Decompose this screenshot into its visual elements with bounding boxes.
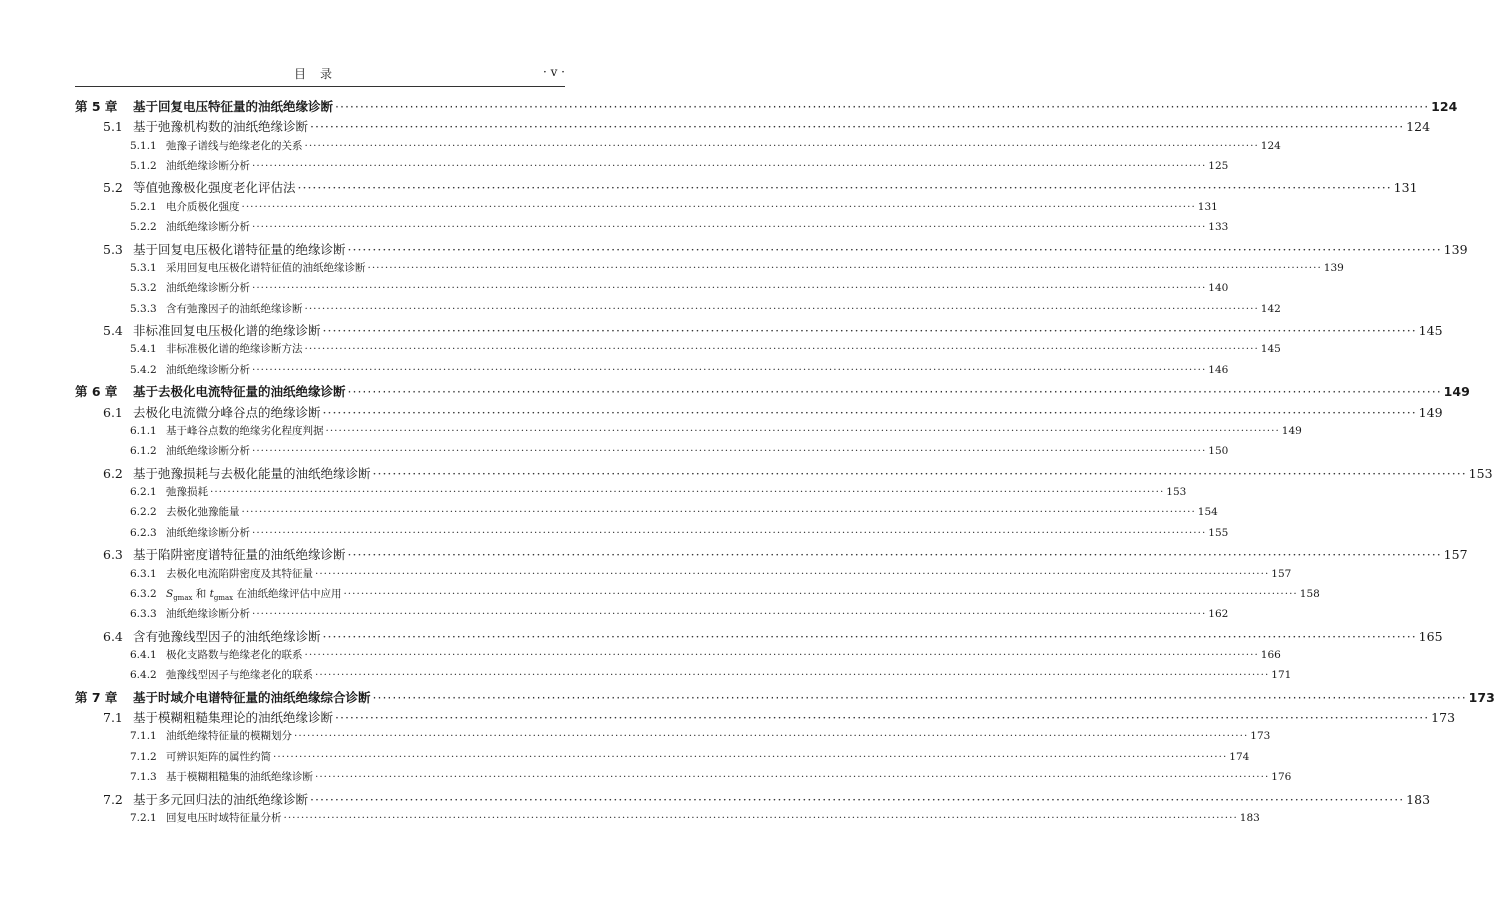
toc-leader-dots: ···························································································································································································································· bbox=[304, 343, 1259, 356]
toc-number: 7.1.2 bbox=[130, 750, 157, 763]
toc-number: 5.4.1 bbox=[130, 343, 157, 356]
toc-number: 5.1.1 bbox=[130, 139, 157, 152]
toc-title: 等值弛豫极化强度老化评估法 bbox=[133, 180, 296, 196]
toc-leader-dots: ···························································································································································································································· bbox=[310, 791, 1405, 807]
toc-page-number: 124 bbox=[1431, 99, 1458, 114]
formula-part: gmax bbox=[213, 593, 234, 602]
toc-section bbox=[75, 240, 1468, 258]
toc-title: 含有弛豫线型因子的油纸绝缘诊断 bbox=[133, 628, 321, 644]
toc-page-number: 142 bbox=[1260, 302, 1281, 315]
toc-chapter bbox=[75, 382, 1470, 400]
toc-title: 基于模糊粗糙集理论的油纸绝缘诊断 bbox=[133, 710, 334, 726]
toc-leader-dots: ···························································································································································································································· bbox=[252, 445, 1207, 458]
toc-number: 7.1 bbox=[103, 710, 123, 726]
toc-subsection bbox=[75, 158, 1229, 173]
toc-leader-dots: ···························································································································································································································· bbox=[252, 221, 1207, 234]
toc-subsection bbox=[75, 566, 1292, 581]
toc-title: 可辨识矩阵的属性约简 bbox=[166, 750, 271, 763]
toc-number: 6.4.2 bbox=[130, 669, 157, 682]
toc-leader-dots: ···························································································································································································································· bbox=[347, 241, 1442, 257]
toc-subsection bbox=[75, 810, 1260, 825]
toc-leader-dots: ···························································································································································································································· bbox=[273, 750, 1228, 763]
toc-number: 6.1 bbox=[103, 404, 123, 420]
toc-page-number: 171 bbox=[1271, 669, 1292, 682]
toc-page-number: 183 bbox=[1406, 791, 1431, 807]
toc-page-number: 140 bbox=[1208, 282, 1229, 295]
toc-subsection bbox=[75, 484, 1187, 499]
toc-page-number: 153 bbox=[1468, 465, 1493, 481]
toc-page-number: 139 bbox=[1323, 261, 1344, 274]
toc-number: 5.3.3 bbox=[130, 302, 157, 315]
toc-section bbox=[75, 790, 1431, 808]
formula-part: S bbox=[166, 587, 174, 600]
toc-leader-dots: ···························································································································································································································· bbox=[304, 648, 1259, 661]
toc-number: 6.1.1 bbox=[130, 424, 157, 437]
toc-page-number: 133 bbox=[1208, 221, 1229, 234]
toc-title: 基于弛豫机构数的油纸绝缘诊断 bbox=[133, 119, 309, 135]
toc-section bbox=[75, 117, 1431, 135]
toc-title: 基于回复电压极化谱特征量的绝缘诊断 bbox=[133, 241, 346, 257]
toc-page-number: 174 bbox=[1229, 750, 1250, 763]
toc-title: 基于陷阱密度谱特征量的油纸绝缘诊断 bbox=[133, 547, 346, 563]
toc-number: 7.1.1 bbox=[130, 730, 157, 743]
toc-leader-dots: ···························································································································································································································· bbox=[241, 506, 1196, 519]
toc-title: 油纸绝缘诊断分析 bbox=[166, 526, 250, 539]
toc-page-number: 165 bbox=[1418, 628, 1443, 644]
toc-leader-dots: ···························································································································································································································· bbox=[252, 608, 1207, 621]
toc-title: 油纸绝缘诊断分析 bbox=[166, 445, 250, 458]
toc-page-number: 145 bbox=[1260, 343, 1281, 356]
toc-page-number: 139 bbox=[1443, 241, 1468, 257]
toc-title: 回复电压时域特征量分析 bbox=[166, 811, 282, 824]
toc-title: 电介质极化强度 bbox=[166, 200, 240, 213]
toc-title: 油纸绝缘诊断分析 bbox=[166, 160, 250, 173]
toc-title: 弛豫线型因子与绝缘老化的联系 bbox=[166, 669, 313, 682]
toc-chapter bbox=[75, 688, 1495, 706]
header-rule bbox=[75, 86, 565, 87]
toc-number: 5.2.2 bbox=[130, 221, 157, 234]
toc-leader-dots: ···························································································································································································································· bbox=[252, 282, 1207, 295]
toc-number: 6.2.3 bbox=[130, 526, 157, 539]
toc-leader-dots: ···························································································································································································································· bbox=[294, 730, 1249, 743]
toc-title: 基于峰谷点数的绝缘劣化程度判据 bbox=[166, 424, 324, 437]
toc-leader-dots: ···························································································································································································································· bbox=[315, 669, 1270, 682]
toc-leader-dots: ···························································································································································································································· bbox=[322, 323, 1417, 339]
toc-leader-dots: ···························································································································································································································· bbox=[347, 547, 1442, 563]
toc-number: 5.3 bbox=[103, 241, 123, 257]
toc-number: 5.1 bbox=[103, 119, 123, 135]
toc-number: 5.3.1 bbox=[130, 261, 157, 274]
toc-leader-dots: ···························································································································································································································· bbox=[372, 689, 1467, 705]
toc-subsection bbox=[75, 138, 1281, 153]
toc-section bbox=[75, 403, 1443, 421]
header-page-number: · v · bbox=[542, 65, 565, 79]
toc-number: 5.2 bbox=[103, 180, 123, 196]
toc-leader-dots: ···························································································································································································································· bbox=[325, 424, 1280, 437]
formula-part: t bbox=[209, 587, 214, 600]
toc-number: 6.2.1 bbox=[130, 486, 157, 499]
toc-page-number: 154 bbox=[1197, 506, 1218, 519]
toc-title: 弛豫损耗 bbox=[166, 486, 208, 499]
toc-page-number: 153 bbox=[1166, 486, 1187, 499]
toc-title: 油纸绝缘特征量的模糊划分 bbox=[166, 730, 292, 743]
toc-page-number: 125 bbox=[1208, 160, 1229, 173]
toc-number: 6.3 bbox=[103, 547, 123, 563]
toc-subsection bbox=[75, 199, 1218, 214]
toc-subsection bbox=[75, 749, 1250, 764]
toc-leader-dots: ···························································································································································································································· bbox=[343, 587, 1298, 600]
toc-number: 6.3.1 bbox=[130, 567, 157, 580]
toc-title: 非标准极化谱的绝缘诊断方法 bbox=[166, 343, 303, 356]
toc-number: 5.4.2 bbox=[130, 363, 157, 376]
toc-number: 5.2.1 bbox=[130, 200, 157, 213]
toc-page-number: 131 bbox=[1197, 200, 1218, 213]
toc-subsection bbox=[75, 525, 1229, 540]
toc-number: 第 6 章 bbox=[75, 384, 118, 400]
toc-section bbox=[75, 545, 1468, 563]
toc-title: 基于模糊粗糙集的油纸绝缘诊断 bbox=[166, 771, 313, 784]
toc-leader-dots: ···························································································································································································································· bbox=[322, 628, 1417, 644]
toc-subsection bbox=[75, 280, 1229, 295]
toc-number: 6.2 bbox=[103, 465, 123, 481]
toc-title: 基于去极化电流特征量的油纸绝缘诊断 bbox=[133, 384, 346, 400]
toc-leader-dots: ···························································································································································································································· bbox=[241, 200, 1196, 213]
toc-leader-dots: ···························································································································································································································· bbox=[372, 465, 1467, 481]
toc-title: 去极化电流陷阱密度及其特征量 bbox=[166, 567, 313, 580]
toc-number: 第 5 章 bbox=[75, 99, 118, 114]
toc-number: 7.2 bbox=[103, 791, 123, 807]
toc-title: 基于回复电压特征量的油纸绝缘诊断 bbox=[133, 99, 334, 114]
toc-number: 7.2.1 bbox=[130, 811, 157, 824]
toc-title: 采用回复电压极化谱特征值的油纸绝缘诊断 bbox=[166, 261, 366, 274]
toc-leader-dots: ···························································································································································································································· bbox=[304, 302, 1259, 315]
toc-title: 极化支路数与绝缘老化的联系 bbox=[166, 648, 303, 661]
toc-number: 6.2.2 bbox=[130, 506, 157, 519]
toc-number: 6.3.2 bbox=[130, 587, 157, 600]
toc-leader-dots: ···························································································································································································································· bbox=[347, 384, 1442, 400]
toc-page-number: 149 bbox=[1418, 404, 1443, 420]
toc-subsection bbox=[75, 586, 1320, 602]
toc-page-number: 146 bbox=[1208, 363, 1229, 376]
toc-page-number: 155 bbox=[1208, 526, 1229, 539]
toc-title: 去极化弛豫能量 bbox=[166, 506, 240, 519]
toc-leader-dots: ···························································································································································································································· bbox=[367, 261, 1322, 274]
toc-subsection bbox=[75, 443, 1229, 458]
toc-subsection bbox=[75, 504, 1218, 519]
toc-number: 6.1.2 bbox=[130, 445, 157, 458]
toc-title: 弛豫子谱线与绝缘老化的关系 bbox=[166, 139, 303, 152]
toc-leader-dots: ···························································································································································································································· bbox=[297, 180, 1392, 196]
toc-title: 非标准回复电压极化谱的绝缘诊断 bbox=[133, 323, 321, 339]
formula-part: 和 bbox=[195, 587, 207, 600]
running-header bbox=[75, 65, 565, 85]
toc-leader-dots: ···························································································································································································································· bbox=[322, 404, 1417, 420]
toc-subsection bbox=[75, 260, 1344, 275]
toc-title-text: 在油纸绝缘评估中应用 bbox=[236, 587, 342, 600]
toc-page-number: 157 bbox=[1271, 567, 1292, 580]
toc-subsection bbox=[75, 423, 1302, 438]
toc-subsection bbox=[75, 301, 1281, 316]
toc-section bbox=[75, 178, 1418, 196]
toc-title: 去极化电流微分峰谷点的绝缘诊断 bbox=[133, 404, 321, 420]
toc-subsection bbox=[75, 219, 1229, 234]
toc-page-number: 150 bbox=[1208, 445, 1229, 458]
toc-number: 7.1.3 bbox=[130, 771, 157, 784]
toc-section bbox=[75, 708, 1456, 726]
toc-title: 基于时域介电谱特征量的油纸绝缘综合诊断 bbox=[133, 689, 371, 705]
toc-number: 5.4 bbox=[103, 323, 123, 339]
toc-page-number: 173 bbox=[1250, 730, 1271, 743]
toc-subsection bbox=[75, 362, 1229, 377]
toc-leader-dots: ···························································································································································································································· bbox=[283, 811, 1238, 824]
toc-subsection bbox=[75, 647, 1281, 662]
toc-leader-dots: ···························································································································································································································· bbox=[252, 160, 1207, 173]
toc-leader-dots: ···························································································································································································································· bbox=[304, 139, 1259, 152]
toc-page-number: 173 bbox=[1468, 689, 1495, 705]
toc-page-number: 176 bbox=[1271, 771, 1292, 784]
toc-page-number: 158 bbox=[1299, 587, 1320, 600]
toc-title: 基于多元回归法的油纸绝缘诊断 bbox=[133, 791, 309, 807]
toc-page-number: 157 bbox=[1443, 547, 1468, 563]
toc-leader-dots: ···························································································································································································································· bbox=[315, 771, 1270, 784]
toc-leader-dots: ···························································································································································································································· bbox=[210, 486, 1165, 499]
toc-subsection bbox=[75, 769, 1292, 784]
toc-title: 基于弛豫损耗与去极化能量的油纸绝缘诊断 bbox=[133, 465, 371, 481]
toc-title: 油纸绝缘诊断分析 bbox=[166, 282, 250, 295]
toc-page-number: 124 bbox=[1406, 119, 1431, 135]
toc-page-number: 149 bbox=[1281, 424, 1302, 437]
toc-title: 油纸绝缘诊断分析 bbox=[166, 363, 250, 376]
header-title: 目录 bbox=[293, 67, 346, 81]
toc-page-number: 162 bbox=[1208, 608, 1229, 621]
toc-page-number: 183 bbox=[1239, 811, 1260, 824]
toc-title: 油纸绝缘诊断分析 bbox=[166, 221, 250, 234]
toc-subsection bbox=[75, 606, 1229, 621]
formula-part: gmax bbox=[173, 593, 193, 602]
toc-page-number: 145 bbox=[1418, 323, 1443, 339]
toc-chapter bbox=[75, 97, 1458, 115]
toc-number: 5.1.2 bbox=[130, 160, 157, 173]
toc-section bbox=[75, 321, 1443, 339]
toc-title: 含有弛豫因子的油纸绝缘诊断 bbox=[166, 302, 303, 315]
toc-section bbox=[75, 627, 1443, 645]
toc-number: 6.3.3 bbox=[130, 608, 157, 621]
toc-page-number: 124 bbox=[1260, 139, 1281, 152]
toc-page-number: 149 bbox=[1443, 384, 1470, 400]
toc-leader-dots: ···························································································································································································································· bbox=[335, 99, 1430, 114]
toc-number: 6.4 bbox=[103, 628, 123, 644]
toc-leader-dots: ···························································································································································································································· bbox=[252, 363, 1207, 376]
toc-section bbox=[75, 464, 1493, 482]
toc-page-number: 166 bbox=[1260, 648, 1281, 661]
toc-number: 第 7 章 bbox=[75, 689, 118, 705]
toc-page-number: 131 bbox=[1393, 180, 1418, 196]
toc-title: 油纸绝缘诊断分析 bbox=[166, 608, 250, 621]
toc-subsection bbox=[75, 341, 1281, 356]
toc-leader-dots: ···························································································································································································································· bbox=[310, 119, 1405, 135]
toc-number: 5.3.2 bbox=[130, 282, 157, 295]
toc-title bbox=[166, 586, 341, 602]
toc-subsection bbox=[75, 667, 1292, 682]
toc-leader-dots: ···························································································································································································································· bbox=[315, 567, 1270, 580]
toc-number: 6.4.1 bbox=[130, 648, 157, 661]
toc-subsection bbox=[75, 728, 1271, 743]
toc-leader-dots: ···························································································································································································································· bbox=[252, 526, 1207, 539]
toc-leader-dots: ···························································································································································································································· bbox=[335, 710, 1430, 726]
toc-page-number: 173 bbox=[1431, 710, 1456, 726]
